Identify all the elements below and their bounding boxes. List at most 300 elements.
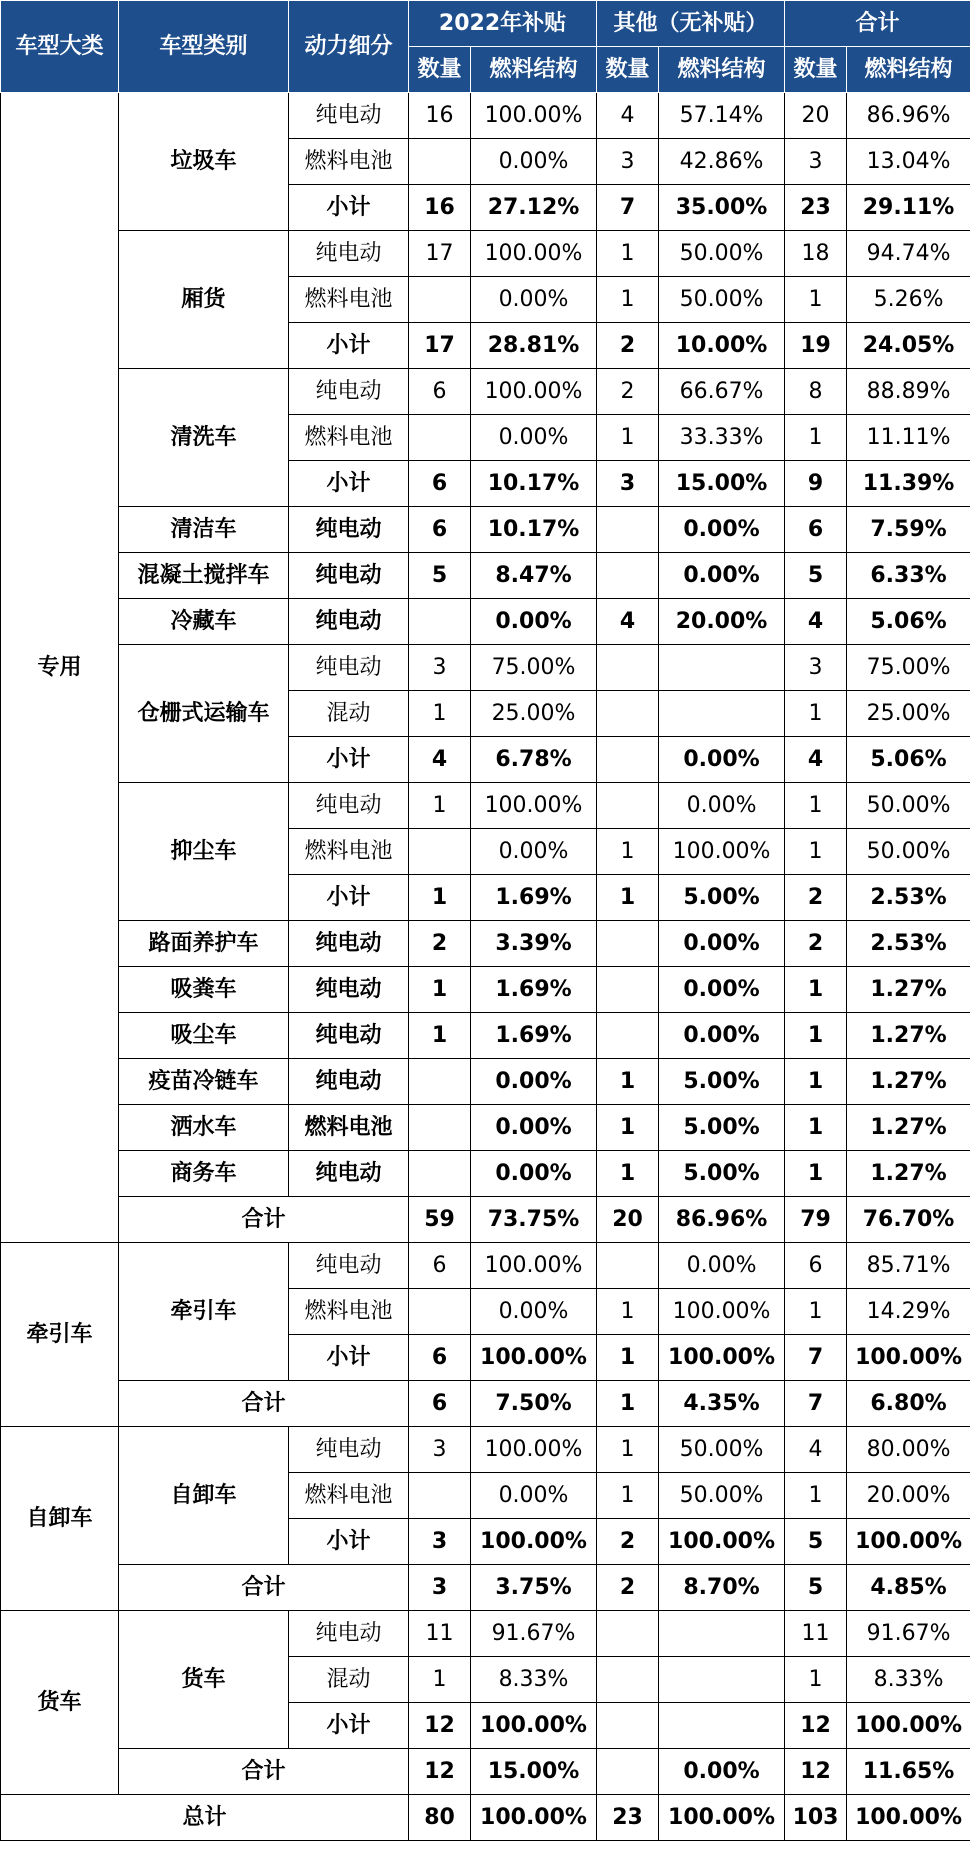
vehicle-type-cell: 垃圾车 <box>119 93 289 231</box>
total-qty-cell: 3 <box>785 139 847 185</box>
other-qty-cell <box>597 553 659 599</box>
other-qty-cell <box>597 1657 659 1703</box>
power-cell: 小计 <box>289 1519 409 1565</box>
category-total-label: 合计 <box>119 1749 409 1795</box>
subsidy-2022-qty-cell <box>409 415 471 461</box>
subsidy-2022-structure-cell: 3.39% <box>471 921 597 967</box>
subsidy-2022-structure-cell: 100.00% <box>471 369 597 415</box>
total-qty-cell: 7 <box>785 1381 847 1427</box>
total-structure-cell: 4.85% <box>847 1565 970 1611</box>
subsidy-2022-qty-cell <box>409 1289 471 1335</box>
subsidy-2022-qty-cell: 6 <box>409 507 471 553</box>
table-body <box>1 93 970 1841</box>
power-cell: 燃料电池 <box>289 1473 409 1519</box>
category-total-row <box>1 1565 970 1611</box>
header-structure: 燃料结构 <box>847 47 970 93</box>
subsidy-2022-structure-cell: 100.00% <box>471 1427 597 1473</box>
other-structure-cell: 57.14% <box>659 93 785 139</box>
subsidy-2022-qty-cell: 6 <box>409 369 471 415</box>
subsidy-2022-structure-cell: 1.69% <box>471 967 597 1013</box>
table-row <box>1 1013 970 1059</box>
table-row <box>1 553 970 599</box>
power-cell: 小计 <box>289 461 409 507</box>
header-vehicle-type: 车型类别 <box>119 1 289 93</box>
power-cell: 小计 <box>289 323 409 369</box>
total-structure-cell: 25.00% <box>847 691 970 737</box>
other-qty-cell: 2 <box>597 323 659 369</box>
other-structure-cell: 20.00% <box>659 599 785 645</box>
table-row <box>1 93 970 139</box>
header-group-total: 合计 <box>785 1 970 47</box>
total-structure-cell: 75.00% <box>847 645 970 691</box>
header-qty: 数量 <box>409 47 471 93</box>
subsidy-2022-structure-cell: 0.00% <box>471 1473 597 1519</box>
total-qty-cell: 8 <box>785 369 847 415</box>
other-structure-cell: 0.00% <box>659 1013 785 1059</box>
other-structure-cell <box>659 645 785 691</box>
table-row <box>1 231 970 277</box>
subsidy-2022-qty-cell: 12 <box>409 1703 471 1749</box>
total-structure-cell: 76.70% <box>847 1197 970 1243</box>
subsidy-2022-structure-cell: 91.67% <box>471 1611 597 1657</box>
total-qty-cell: 1 <box>785 1151 847 1197</box>
subsidy-2022-structure-cell: 7.50% <box>471 1381 597 1427</box>
total-structure-cell: 50.00% <box>847 829 970 875</box>
other-qty-cell: 3 <box>597 461 659 507</box>
header-category: 车型大类 <box>1 1 119 93</box>
other-structure-cell: 5.00% <box>659 1151 785 1197</box>
table-row <box>1 1611 970 1657</box>
total-structure-cell: 85.71% <box>847 1243 970 1289</box>
category-total-label: 合计 <box>119 1565 409 1611</box>
total-structure-cell: 6.80% <box>847 1381 970 1427</box>
total-structure-cell: 24.05% <box>847 323 970 369</box>
category-cell: 货车 <box>1 1611 119 1795</box>
total-structure-cell: 91.67% <box>847 1611 970 1657</box>
subsidy-2022-structure-cell: 28.81% <box>471 323 597 369</box>
total-structure-cell: 94.74% <box>847 231 970 277</box>
subsidy-2022-qty-cell <box>409 139 471 185</box>
total-qty-cell: 1 <box>785 1059 847 1105</box>
total-structure-cell: 20.00% <box>847 1473 970 1519</box>
total-structure-cell: 11.39% <box>847 461 970 507</box>
grand-total-label: 总计 <box>1 1795 409 1841</box>
total-structure-cell: 88.89% <box>847 369 970 415</box>
other-structure-cell: 100.00% <box>659 1289 785 1335</box>
power-cell: 纯电动 <box>289 369 409 415</box>
vehicle-type-cell: 抑尘车 <box>119 783 289 921</box>
subsidy-2022-qty-cell: 16 <box>409 185 471 231</box>
subsidy-2022-qty-cell: 1 <box>409 691 471 737</box>
power-cell: 纯电动 <box>289 783 409 829</box>
other-qty-cell: 1 <box>597 1381 659 1427</box>
subsidy-2022-qty-cell: 6 <box>409 461 471 507</box>
header-structure: 燃料结构 <box>659 47 785 93</box>
other-structure-cell: 5.00% <box>659 1059 785 1105</box>
total-structure-cell: 100.00% <box>847 1795 970 1841</box>
subsidy-2022-structure-cell: 0.00% <box>471 1151 597 1197</box>
vehicle-type-cell: 牵引车 <box>119 1243 289 1381</box>
header-group-other: 其他（无补贴） <box>597 1 785 47</box>
table-row <box>1 369 970 415</box>
other-qty-cell: 2 <box>597 1519 659 1565</box>
vehicle-type-cell: 冷藏车 <box>119 599 289 645</box>
power-cell: 燃料电池 <box>289 415 409 461</box>
other-structure-cell: 4.35% <box>659 1381 785 1427</box>
other-structure-cell: 5.00% <box>659 875 785 921</box>
other-qty-cell: 7 <box>597 185 659 231</box>
total-structure-cell: 11.65% <box>847 1749 970 1795</box>
subsidy-2022-qty-cell: 3 <box>409 1519 471 1565</box>
total-structure-cell: 1.27% <box>847 1059 970 1105</box>
vehicle-type-cell: 混凝土搅拌车 <box>119 553 289 599</box>
power-cell: 小计 <box>289 737 409 783</box>
table-row <box>1 967 970 1013</box>
other-structure-cell <box>659 691 785 737</box>
power-cell: 燃料电池 <box>289 829 409 875</box>
category-total-row <box>1 1749 970 1795</box>
subsidy-2022-structure-cell: 8.47% <box>471 553 597 599</box>
total-qty-cell: 19 <box>785 323 847 369</box>
total-qty-cell: 1 <box>785 1105 847 1151</box>
other-qty-cell: 1 <box>597 1289 659 1335</box>
total-structure-cell: 1.27% <box>847 967 970 1013</box>
total-qty-cell: 6 <box>785 1243 847 1289</box>
other-qty-cell: 4 <box>597 93 659 139</box>
table-row <box>1 1059 970 1105</box>
total-qty-cell: 12 <box>785 1749 847 1795</box>
subsidy-2022-structure-cell: 100.00% <box>471 1703 597 1749</box>
power-cell: 小计 <box>289 185 409 231</box>
subsidy-2022-structure-cell: 75.00% <box>471 645 597 691</box>
vehicle-type-cell: 仓栅式运输车 <box>119 645 289 783</box>
total-qty-cell: 1 <box>785 1289 847 1335</box>
other-qty-cell: 1 <box>597 277 659 323</box>
total-structure-cell: 29.11% <box>847 185 970 231</box>
subsidy-2022-structure-cell: 100.00% <box>471 1335 597 1381</box>
other-qty-cell: 1 <box>597 875 659 921</box>
total-qty-cell: 1 <box>785 691 847 737</box>
subsidy-2022-structure-cell: 10.17% <box>471 507 597 553</box>
total-structure-cell: 7.59% <box>847 507 970 553</box>
other-structure-cell: 0.00% <box>659 967 785 1013</box>
total-structure-cell: 5.26% <box>847 277 970 323</box>
total-structure-cell: 13.04% <box>847 139 970 185</box>
total-structure-cell: 5.06% <box>847 599 970 645</box>
category-cell: 牵引车 <box>1 1243 119 1427</box>
subsidy-2022-qty-cell: 12 <box>409 1749 471 1795</box>
total-qty-cell: 79 <box>785 1197 847 1243</box>
vehicle-type-cell: 厢货 <box>119 231 289 369</box>
other-qty-cell <box>597 1013 659 1059</box>
total-qty-cell: 1 <box>785 277 847 323</box>
other-structure-cell: 50.00% <box>659 277 785 323</box>
table-row <box>1 921 970 967</box>
power-cell: 纯电动 <box>289 553 409 599</box>
subsidy-2022-structure-cell: 100.00% <box>471 783 597 829</box>
other-qty-cell: 1 <box>597 829 659 875</box>
total-structure-cell: 14.29% <box>847 1289 970 1335</box>
other-qty-cell <box>597 967 659 1013</box>
other-structure-cell: 0.00% <box>659 507 785 553</box>
table-row <box>1 1151 970 1197</box>
total-qty-cell: 5 <box>785 553 847 599</box>
other-structure-cell: 0.00% <box>659 737 785 783</box>
total-structure-cell: 11.11% <box>847 415 970 461</box>
table-row <box>1 645 970 691</box>
subsidy-2022-structure-cell: 1.69% <box>471 875 597 921</box>
header-structure: 燃料结构 <box>471 47 597 93</box>
subsidy-2022-qty-cell: 17 <box>409 231 471 277</box>
other-structure-cell: 0.00% <box>659 921 785 967</box>
subsidy-2022-structure-cell: 6.78% <box>471 737 597 783</box>
category-total-row <box>1 1381 970 1427</box>
total-qty-cell: 1 <box>785 967 847 1013</box>
table-row <box>1 599 970 645</box>
other-structure-cell: 50.00% <box>659 1473 785 1519</box>
subsidy-2022-qty-cell: 1 <box>409 1013 471 1059</box>
power-cell: 纯电动 <box>289 967 409 1013</box>
category-total-label: 合计 <box>119 1197 409 1243</box>
other-structure-cell: 15.00% <box>659 461 785 507</box>
subsidy-2022-qty-cell: 17 <box>409 323 471 369</box>
subsidy-2022-structure-cell: 15.00% <box>471 1749 597 1795</box>
header-group-2022: 2022年补贴 <box>409 1 597 47</box>
subsidy-2022-qty-cell: 1 <box>409 967 471 1013</box>
subsidy-2022-qty-cell: 6 <box>409 1381 471 1427</box>
other-structure-cell: 50.00% <box>659 1427 785 1473</box>
power-cell: 纯电动 <box>289 645 409 691</box>
subsidy-2022-structure-cell: 100.00% <box>471 93 597 139</box>
total-qty-cell: 9 <box>785 461 847 507</box>
subsidy-2022-qty-cell: 1 <box>409 783 471 829</box>
other-structure-cell: 0.00% <box>659 553 785 599</box>
category-total-label: 合计 <box>119 1381 409 1427</box>
subsidy-2022-structure-cell: 100.00% <box>471 1795 597 1841</box>
subsidy-2022-structure-cell: 0.00% <box>471 829 597 875</box>
subsidy-2022-qty-cell: 3 <box>409 645 471 691</box>
total-structure-cell: 2.53% <box>847 921 970 967</box>
other-structure-cell: 0.00% <box>659 783 785 829</box>
subsidy-2022-structure-cell: 3.75% <box>471 1565 597 1611</box>
other-structure-cell: 0.00% <box>659 1243 785 1289</box>
other-structure-cell: 10.00% <box>659 323 785 369</box>
subsidy-2022-qty-cell <box>409 277 471 323</box>
total-structure-cell: 1.27% <box>847 1105 970 1151</box>
other-qty-cell: 3 <box>597 139 659 185</box>
subsidy-2022-qty-cell: 1 <box>409 1657 471 1703</box>
subsidy-2022-qty-cell: 6 <box>409 1335 471 1381</box>
table-row <box>1 1427 970 1473</box>
power-cell: 纯电动 <box>289 1151 409 1197</box>
total-qty-cell: 103 <box>785 1795 847 1841</box>
subsidy-2022-qty-cell: 1 <box>409 875 471 921</box>
power-cell: 纯电动 <box>289 93 409 139</box>
subsidy-2022-qty-cell: 16 <box>409 93 471 139</box>
other-qty-cell: 23 <box>597 1795 659 1841</box>
power-cell: 混动 <box>289 1657 409 1703</box>
subsidy-2022-qty-cell: 6 <box>409 1243 471 1289</box>
category-total-row <box>1 1197 970 1243</box>
subsidy-2022-qty-cell <box>409 599 471 645</box>
other-qty-cell <box>597 507 659 553</box>
total-structure-cell: 8.33% <box>847 1657 970 1703</box>
vehicle-type-cell: 路面养护车 <box>119 921 289 967</box>
subsidy-2022-qty-cell <box>409 1105 471 1151</box>
other-qty-cell <box>597 1243 659 1289</box>
other-structure-cell: 5.00% <box>659 1105 785 1151</box>
total-structure-cell: 6.33% <box>847 553 970 599</box>
subsidy-2022-qty-cell: 80 <box>409 1795 471 1841</box>
total-qty-cell: 2 <box>785 875 847 921</box>
vehicle-type-cell: 吸粪车 <box>119 967 289 1013</box>
category-cell: 自卸车 <box>1 1427 119 1611</box>
subsidy-2022-qty-cell: 2 <box>409 921 471 967</box>
vehicle-type-cell: 自卸车 <box>119 1427 289 1565</box>
total-qty-cell: 2 <box>785 921 847 967</box>
subsidy-2022-structure-cell: 0.00% <box>471 139 597 185</box>
other-structure-cell: 42.86% <box>659 139 785 185</box>
total-qty-cell: 3 <box>785 645 847 691</box>
subsidy-2022-qty-cell: 3 <box>409 1427 471 1473</box>
total-structure-cell: 100.00% <box>847 1703 970 1749</box>
other-structure-cell: 100.00% <box>659 829 785 875</box>
total-structure-cell: 100.00% <box>847 1519 970 1565</box>
header-power: 动力细分 <box>289 1 409 93</box>
total-qty-cell: 20 <box>785 93 847 139</box>
total-qty-cell: 12 <box>785 1703 847 1749</box>
total-qty-cell: 7 <box>785 1335 847 1381</box>
table-row <box>1 1105 970 1151</box>
other-qty-cell: 2 <box>597 1565 659 1611</box>
subsidy-2022-structure-cell: 100.00% <box>471 231 597 277</box>
header-qty: 数量 <box>597 47 659 93</box>
other-qty-cell <box>597 1749 659 1795</box>
subsidy-2022-qty-cell <box>409 1059 471 1105</box>
subsidy-2022-qty-cell: 5 <box>409 553 471 599</box>
power-cell: 纯电动 <box>289 1013 409 1059</box>
other-structure-cell: 50.00% <box>659 231 785 277</box>
subsidy-2022-structure-cell: 0.00% <box>471 1059 597 1105</box>
total-structure-cell: 100.00% <box>847 1335 970 1381</box>
other-structure-cell: 100.00% <box>659 1335 785 1381</box>
other-qty-cell <box>597 1611 659 1657</box>
power-cell: 纯电动 <box>289 921 409 967</box>
subsidy-2022-qty-cell: 4 <box>409 737 471 783</box>
total-qty-cell: 5 <box>785 1519 847 1565</box>
subsidy-2022-structure-cell: 0.00% <box>471 1289 597 1335</box>
other-qty-cell: 1 <box>597 1335 659 1381</box>
power-cell: 燃料电池 <box>289 277 409 323</box>
total-qty-cell: 1 <box>785 1013 847 1059</box>
other-qty-cell: 1 <box>597 1473 659 1519</box>
subsidy-2022-structure-cell: 10.17% <box>471 461 597 507</box>
vehicle-type-cell: 货车 <box>119 1611 289 1749</box>
grand-total-row <box>1 1795 970 1841</box>
other-structure-cell: 0.00% <box>659 1749 785 1795</box>
vehicle-type-cell: 吸尘车 <box>119 1013 289 1059</box>
table-row <box>1 1243 970 1289</box>
other-qty-cell: 20 <box>597 1197 659 1243</box>
subsidy-2022-structure-cell: 0.00% <box>471 415 597 461</box>
power-cell: 小计 <box>289 1703 409 1749</box>
other-structure-cell <box>659 1703 785 1749</box>
subsidy-2022-qty-cell: 11 <box>409 1611 471 1657</box>
other-qty-cell: 1 <box>597 1151 659 1197</box>
other-qty-cell: 2 <box>597 369 659 415</box>
other-structure-cell <box>659 1657 785 1703</box>
power-cell: 纯电动 <box>289 231 409 277</box>
total-qty-cell: 1 <box>785 1657 847 1703</box>
vehicle-type-cell: 商务车 <box>119 1151 289 1197</box>
power-cell: 纯电动 <box>289 1427 409 1473</box>
other-structure-cell: 100.00% <box>659 1519 785 1565</box>
other-qty-cell <box>597 737 659 783</box>
total-qty-cell: 1 <box>785 1473 847 1519</box>
category-cell: 专用 <box>1 93 119 1243</box>
total-qty-cell: 6 <box>785 507 847 553</box>
subsidy-2022-structure-cell: 0.00% <box>471 277 597 323</box>
power-cell: 燃料电池 <box>289 1105 409 1151</box>
other-structure-cell: 86.96% <box>659 1197 785 1243</box>
power-cell: 燃料电池 <box>289 139 409 185</box>
other-qty-cell: 1 <box>597 1427 659 1473</box>
subsidy-2022-structure-cell: 8.33% <box>471 1657 597 1703</box>
subsidy-2022-qty-cell: 59 <box>409 1197 471 1243</box>
total-qty-cell: 5 <box>785 1565 847 1611</box>
total-structure-cell: 1.27% <box>847 1013 970 1059</box>
other-qty-cell <box>597 1703 659 1749</box>
total-qty-cell: 1 <box>785 783 847 829</box>
other-structure-cell: 8.70% <box>659 1565 785 1611</box>
other-qty-cell <box>597 783 659 829</box>
total-structure-cell: 5.06% <box>847 737 970 783</box>
header-qty: 数量 <box>785 47 847 93</box>
other-qty-cell: 4 <box>597 599 659 645</box>
total-qty-cell: 4 <box>785 599 847 645</box>
subsidy-2022-qty-cell: 3 <box>409 1565 471 1611</box>
power-cell: 纯电动 <box>289 1611 409 1657</box>
subsidy-2022-structure-cell: 73.75% <box>471 1197 597 1243</box>
subsidy-2022-structure-cell: 25.00% <box>471 691 597 737</box>
power-cell: 燃料电池 <box>289 1289 409 1335</box>
other-qty-cell <box>597 645 659 691</box>
subsidy-2022-structure-cell: 100.00% <box>471 1243 597 1289</box>
total-structure-cell: 80.00% <box>847 1427 970 1473</box>
table-row <box>1 507 970 553</box>
total-structure-cell: 2.53% <box>847 875 970 921</box>
vehicle-type-cell: 洒水车 <box>119 1105 289 1151</box>
power-cell: 纯电动 <box>289 599 409 645</box>
subsidy-2022-structure-cell: 0.00% <box>471 599 597 645</box>
power-cell: 混动 <box>289 691 409 737</box>
subsidy-2022-structure-cell: 1.69% <box>471 1013 597 1059</box>
power-cell: 纯电动 <box>289 507 409 553</box>
total-qty-cell: 23 <box>785 185 847 231</box>
subsidy-2022-structure-cell: 27.12% <box>471 185 597 231</box>
table-row <box>1 783 970 829</box>
other-qty-cell: 1 <box>597 1059 659 1105</box>
power-cell: 纯电动 <box>289 1243 409 1289</box>
vehicle-type-cell: 清洁车 <box>119 507 289 553</box>
total-qty-cell: 11 <box>785 1611 847 1657</box>
other-qty-cell: 1 <box>597 231 659 277</box>
power-cell: 小计 <box>289 1335 409 1381</box>
table-header <box>1 1 970 93</box>
other-qty-cell: 1 <box>597 1105 659 1151</box>
other-structure-cell <box>659 1611 785 1657</box>
other-qty-cell <box>597 921 659 967</box>
